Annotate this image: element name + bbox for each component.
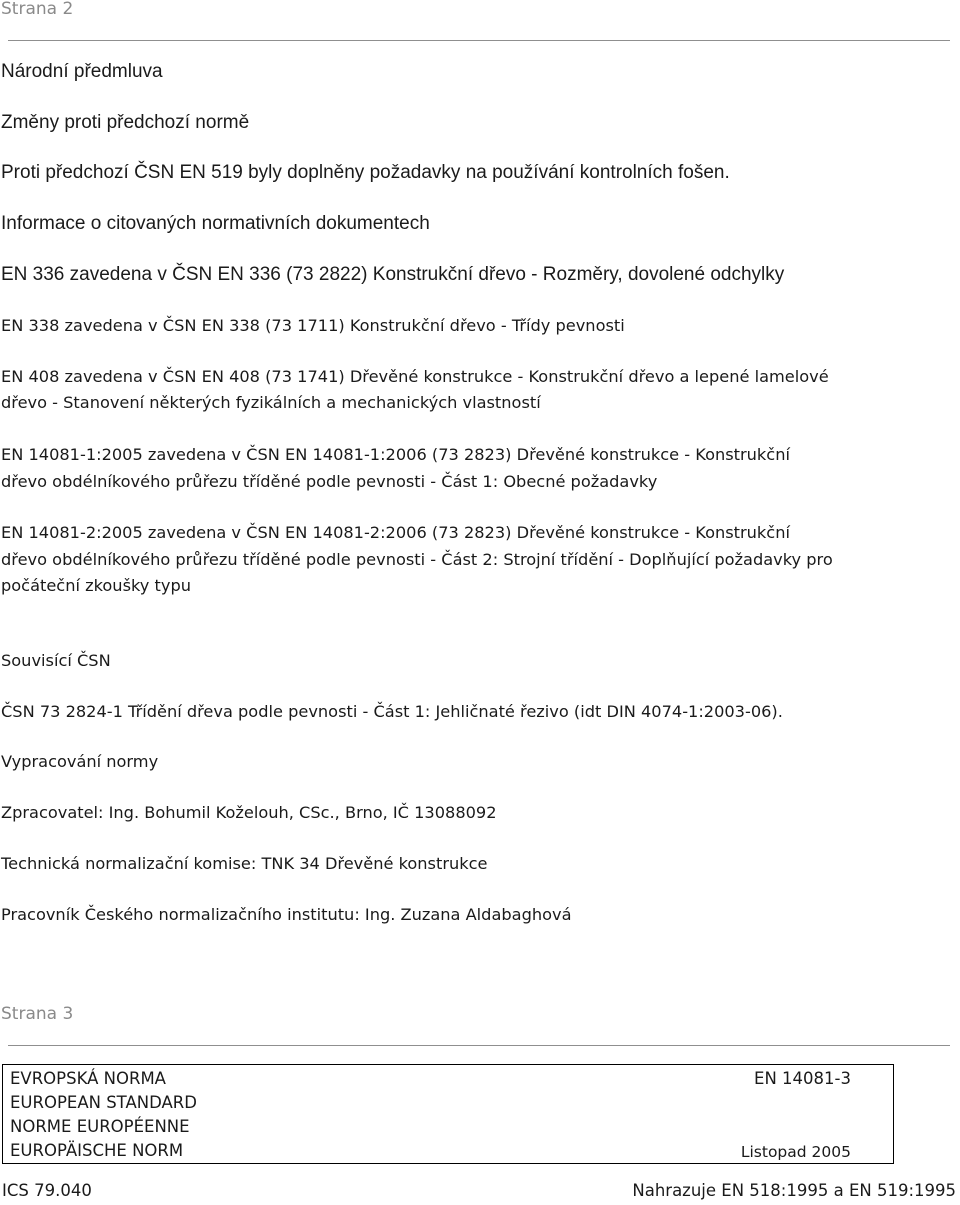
title-czech: EVROPSKÁ NORMA — [10, 1069, 166, 1088]
reference-en-336: EN 336 zavedena v ČSN EN 336 (73 2822) Konstrukční dřevo - Rozměry, dovolené odchylky — [1, 264, 785, 285]
reference-en-14081-2-line-3: počáteční zkoušky typu — [1, 576, 191, 595]
title-french: NORME EUROPÉENNE — [10, 1117, 190, 1136]
related-standard-text: ČSN 73 2824-1 Třídění dřeva podle pevnosti - Část 1: Jehličnaté řezivo (idt DIN 4074-1:2003-06). — [1, 702, 783, 721]
prepared-heading: Vypracování normy — [1, 752, 159, 771]
committee-line: Technická normalizační komise: TNK 34 Dřevěné konstrukce — [1, 854, 488, 873]
institute-officer-line: Pracovník Českého normalizačního institutu: Ing. Zuzana Aldabaghová — [1, 905, 572, 924]
page-label-strana-2: Strana 2 — [1, 0, 74, 19]
standard-title-box — [2, 1064, 894, 1164]
standard-number: EN 14081-3 — [754, 1069, 851, 1088]
title-english: EUROPEAN STANDARD — [10, 1093, 197, 1112]
related-standards-heading: Souvisící ČSN — [1, 651, 111, 670]
title-german: EUROPÄISCHE NORM — [10, 1141, 184, 1160]
reference-en-408-line-1: EN 408 zavedena v ČSN EN 408 (73 1741) Dřevěné konstrukce - Konstrukční dřevo a lepené lamelové — [1, 367, 829, 386]
issue-date: Listopad 2005 — [740, 1143, 851, 1161]
reference-en-14081-2-line-2: dřevo obdélníkového průřezu tříděné podle pevnosti - Část 2: Strojní třídění - Doplňující požadavky pro — [1, 550, 833, 569]
national-foreword-heading: Národní předmluva — [1, 61, 163, 82]
replaces-note: Nahrazuje EN 518:1995 a EN 519:1995 — [632, 1181, 956, 1200]
reference-en-14081-2-line-1: EN 14081-2:2005 zavedena v ČSN EN 14081-2:2006 (73 2823) Dřevěné konstrukce - Konstrukční — [1, 523, 790, 542]
author-line: Zpracovatel: Ing. Bohumil Koželouh, CSc., Brno, IČ 13088092 — [1, 803, 497, 822]
page-label-strana-3: Strana 3 — [1, 1004, 74, 1024]
reference-en-14081-1-line-2: dřevo obdélníkového průřezu tříděné podle pevnosti - Část 1: Obecné požadavky — [1, 472, 658, 491]
page-divider — [8, 40, 950, 41]
changes-text: Proti předchozí ČSN EN 519 byly doplněny požadavky na používání kontrolních fošen. — [1, 162, 730, 183]
page-divider — [8, 1045, 950, 1046]
reference-en-14081-1-line-1: EN 14081-1:2005 zavedena v ČSN EN 14081-1:2006 (73 2823) Dřevěné konstrukce - Konstrukční — [1, 445, 790, 464]
cited-documents-heading: Informace o citovaných normativních dokumentech — [1, 213, 430, 234]
reference-en-408-line-2: dřevo - Stanovení některých fyzikálních a mechanických vlastností — [1, 393, 541, 412]
ics-code: ICS 79.040 — [2, 1181, 92, 1200]
changes-heading: Změny proti předchozí normě — [1, 112, 250, 133]
reference-en-338: EN 338 zavedena v ČSN EN 338 (73 1711) Konstrukční dřevo - Třídy pevnosti — [1, 316, 625, 335]
